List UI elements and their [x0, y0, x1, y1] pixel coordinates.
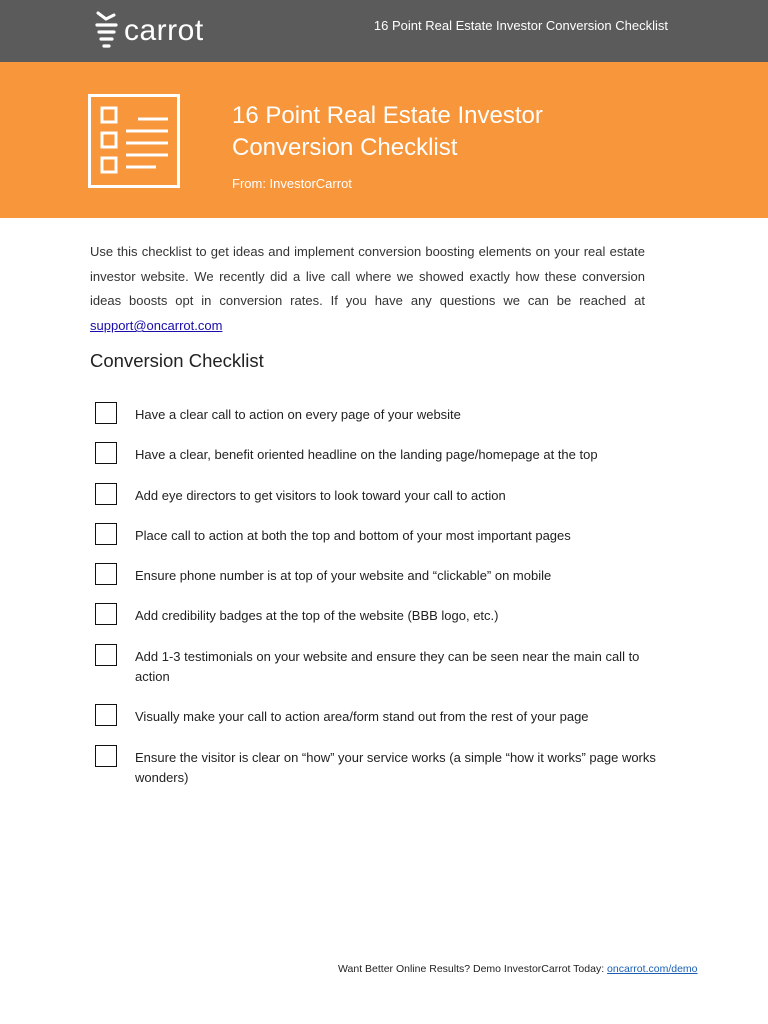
page-title: 16 Point Real Estate Investor Conversion Checklist: [232, 102, 543, 161]
checkbox[interactable]: [95, 704, 117, 726]
checklist-item-text: Add credibility badges at the top of the website (BBB logo, etc.): [135, 608, 499, 623]
checklist-item-text: Place call to action at both the top and bottom of your most important pages: [135, 528, 571, 543]
checklist-item-text: Ensure the visitor is clear on “how” your service works (a simple “how it works” page works wonders): [135, 750, 656, 785]
checkbox[interactable]: [95, 442, 117, 464]
checkbox[interactable]: [95, 745, 117, 767]
checklist-item-text: Ensure phone number is at top of your website and “clickable” on mobile: [135, 568, 552, 583]
checkbox[interactable]: [95, 644, 117, 666]
checklist-icon: [88, 94, 180, 188]
intro-text: Use this checklist to get ideas and implement conversion boosting elements on your real estate investor website. We recently did a live call where we showed exactly how these conversion ideas boosts opt in conversion rates. If you have any questions we can be reached at: [90, 244, 645, 309]
hero-banner: [0, 62, 768, 218]
intro-paragraph: [90, 240, 645, 339]
top-bar: [0, 0, 768, 62]
checklist-item-text: Visually make your call to action area/form stand out from the rest of your page: [135, 709, 589, 724]
checkbox[interactable]: [95, 603, 117, 625]
checkbox[interactable]: [95, 483, 117, 505]
footer-text: Want Better Online Results? Demo InvestorCarrot Today:: [338, 963, 608, 975]
demo-link[interactable]: oncarrot.com/demo: [607, 963, 698, 975]
footer-cta: [338, 963, 698, 975]
checkbox[interactable]: [95, 402, 117, 424]
hero-from-line: From: InvestorCarrot: [232, 176, 352, 191]
carrot-logo-icon: [94, 11, 120, 51]
checklist-item-text: Add 1-3 testimonials on your website and ensure they can be seen near the main call to action: [135, 649, 640, 684]
checkbox[interactable]: [95, 563, 117, 585]
checklist-item-text: Add eye directors to get visitors to look toward your call to action: [135, 488, 506, 503]
checkbox[interactable]: [95, 523, 117, 545]
document-header-title: 16 Point Real Estate Investor Conversion Checklist: [373, 18, 668, 33]
logo-wordmark: carrot: [124, 14, 204, 47]
support-email-link[interactable]: support@oncarrot.com: [90, 318, 223, 334]
checklist-item-text: Have a clear, benefit oriented headline on the landing page/homepage at the top: [135, 447, 598, 462]
carrot-logo[interactable]: [94, 10, 204, 52]
section-title: Conversion Checklist: [90, 350, 264, 371]
checklist-item-text: Have a clear call to action on every page of your website: [135, 407, 461, 422]
